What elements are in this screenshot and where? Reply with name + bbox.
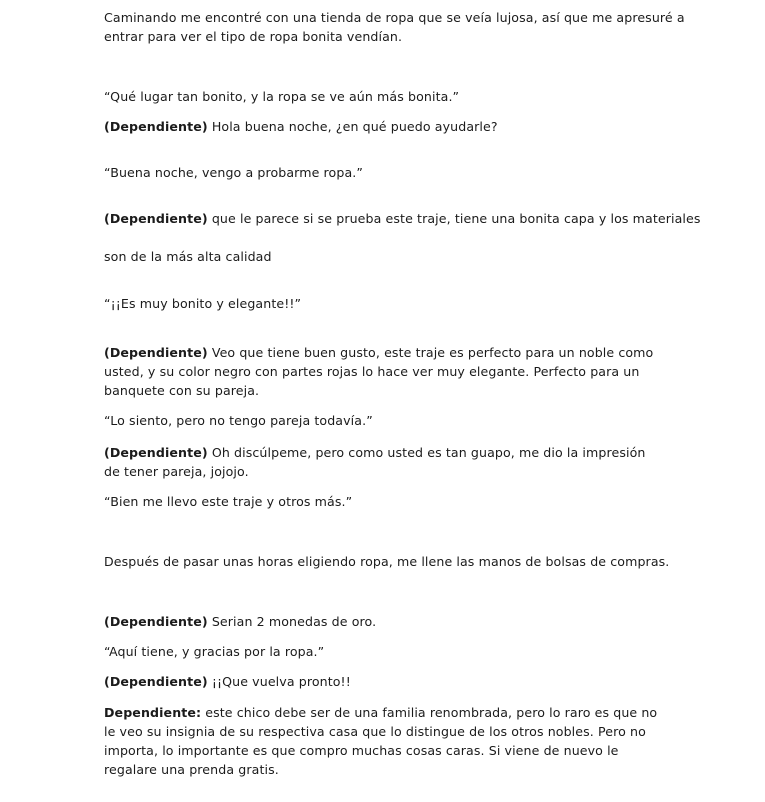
speaker-label: (Dependiente) — [104, 211, 208, 226]
narration-paragraph-2: Después de pasar unas horas eligiendo ropa, me llene las manos de bolsas de compras. — [104, 554, 670, 569]
dialogue-line-1: “Qué lugar tan bonito, y la ropa se ve aún más bonita.” — [104, 89, 460, 104]
speaker-label: Dependiente: — [104, 705, 202, 720]
clerk-paragraph-3 — [104, 343, 660, 400]
dialogue-line-3: “¡¡Es muy bonito y elegante!!” — [104, 296, 302, 311]
clerk-line-6 — [104, 672, 351, 691]
dialogue-line-6: “Aquí tiene, y gracias por la ropa.” — [104, 644, 325, 659]
clerk-line-5 — [104, 612, 376, 631]
speaker-label: (Dependiente) — [104, 345, 208, 360]
clerk-text: Veo que tiene buen gusto, este traje es perfecto para un noble como usted, y su color negro con partes rojas lo hace ver muy elegante. Perfecto para un banquete con su pareja. — [104, 345, 654, 398]
dialogue-line-4: “Lo siento, pero no tengo pareja todavía.” — [104, 413, 373, 428]
clerk-text: Oh discúlpeme, pero como usted es tan guapo, me dio la impresión de tener pareja, jojojo. — [104, 445, 646, 479]
dialogue-line-5: “Bien me llevo este traje y otros más.” — [104, 494, 353, 509]
clerk-thought-text: este chico debe ser de una familia renombrada, pero lo raro es que no le veo su insignia de su respectiva casa que lo distingue de los otros nobles. Pero no importa, lo importante es que compro muchas cosas caras. Si viene de nuevo le regalare una prenda gratis. — [104, 705, 658, 777]
speaker-label: (Dependiente) — [104, 445, 208, 460]
speaker-label: (Dependiente) — [104, 614, 208, 629]
clerk-line-2 — [104, 209, 701, 228]
clerk-thought-paragraph — [104, 703, 660, 779]
dialogue-line-2: “Buena noche, vengo a probarme ropa.” — [104, 165, 363, 180]
narration-paragraph-1-line-2: entrar para ver el tipo de ropa bonita vendían. — [104, 29, 403, 44]
speaker-label: (Dependiente) — [104, 674, 208, 689]
narration-paragraph-1-line-1: Caminando me encontré con una tienda de ropa que se veía lujosa, así que me apresuré a — [104, 10, 685, 25]
clerk-paragraph-4 — [104, 443, 660, 481]
clerk-text: ¡¡Que vuelva pronto!! — [207, 674, 351, 689]
speaker-label: (Dependiente) — [104, 119, 208, 134]
clerk-line-1 — [104, 117, 498, 136]
clerk-text: que le parece si se prueba este traje, tiene una bonita capa y los materiales — [207, 211, 701, 226]
clerk-text: Hola buena noche, ¿en qué puedo ayudarle? — [207, 119, 498, 134]
clerk-line-2-continued: son de la más alta calidad — [104, 249, 272, 264]
clerk-text: Serian 2 monedas de oro. — [207, 614, 377, 629]
